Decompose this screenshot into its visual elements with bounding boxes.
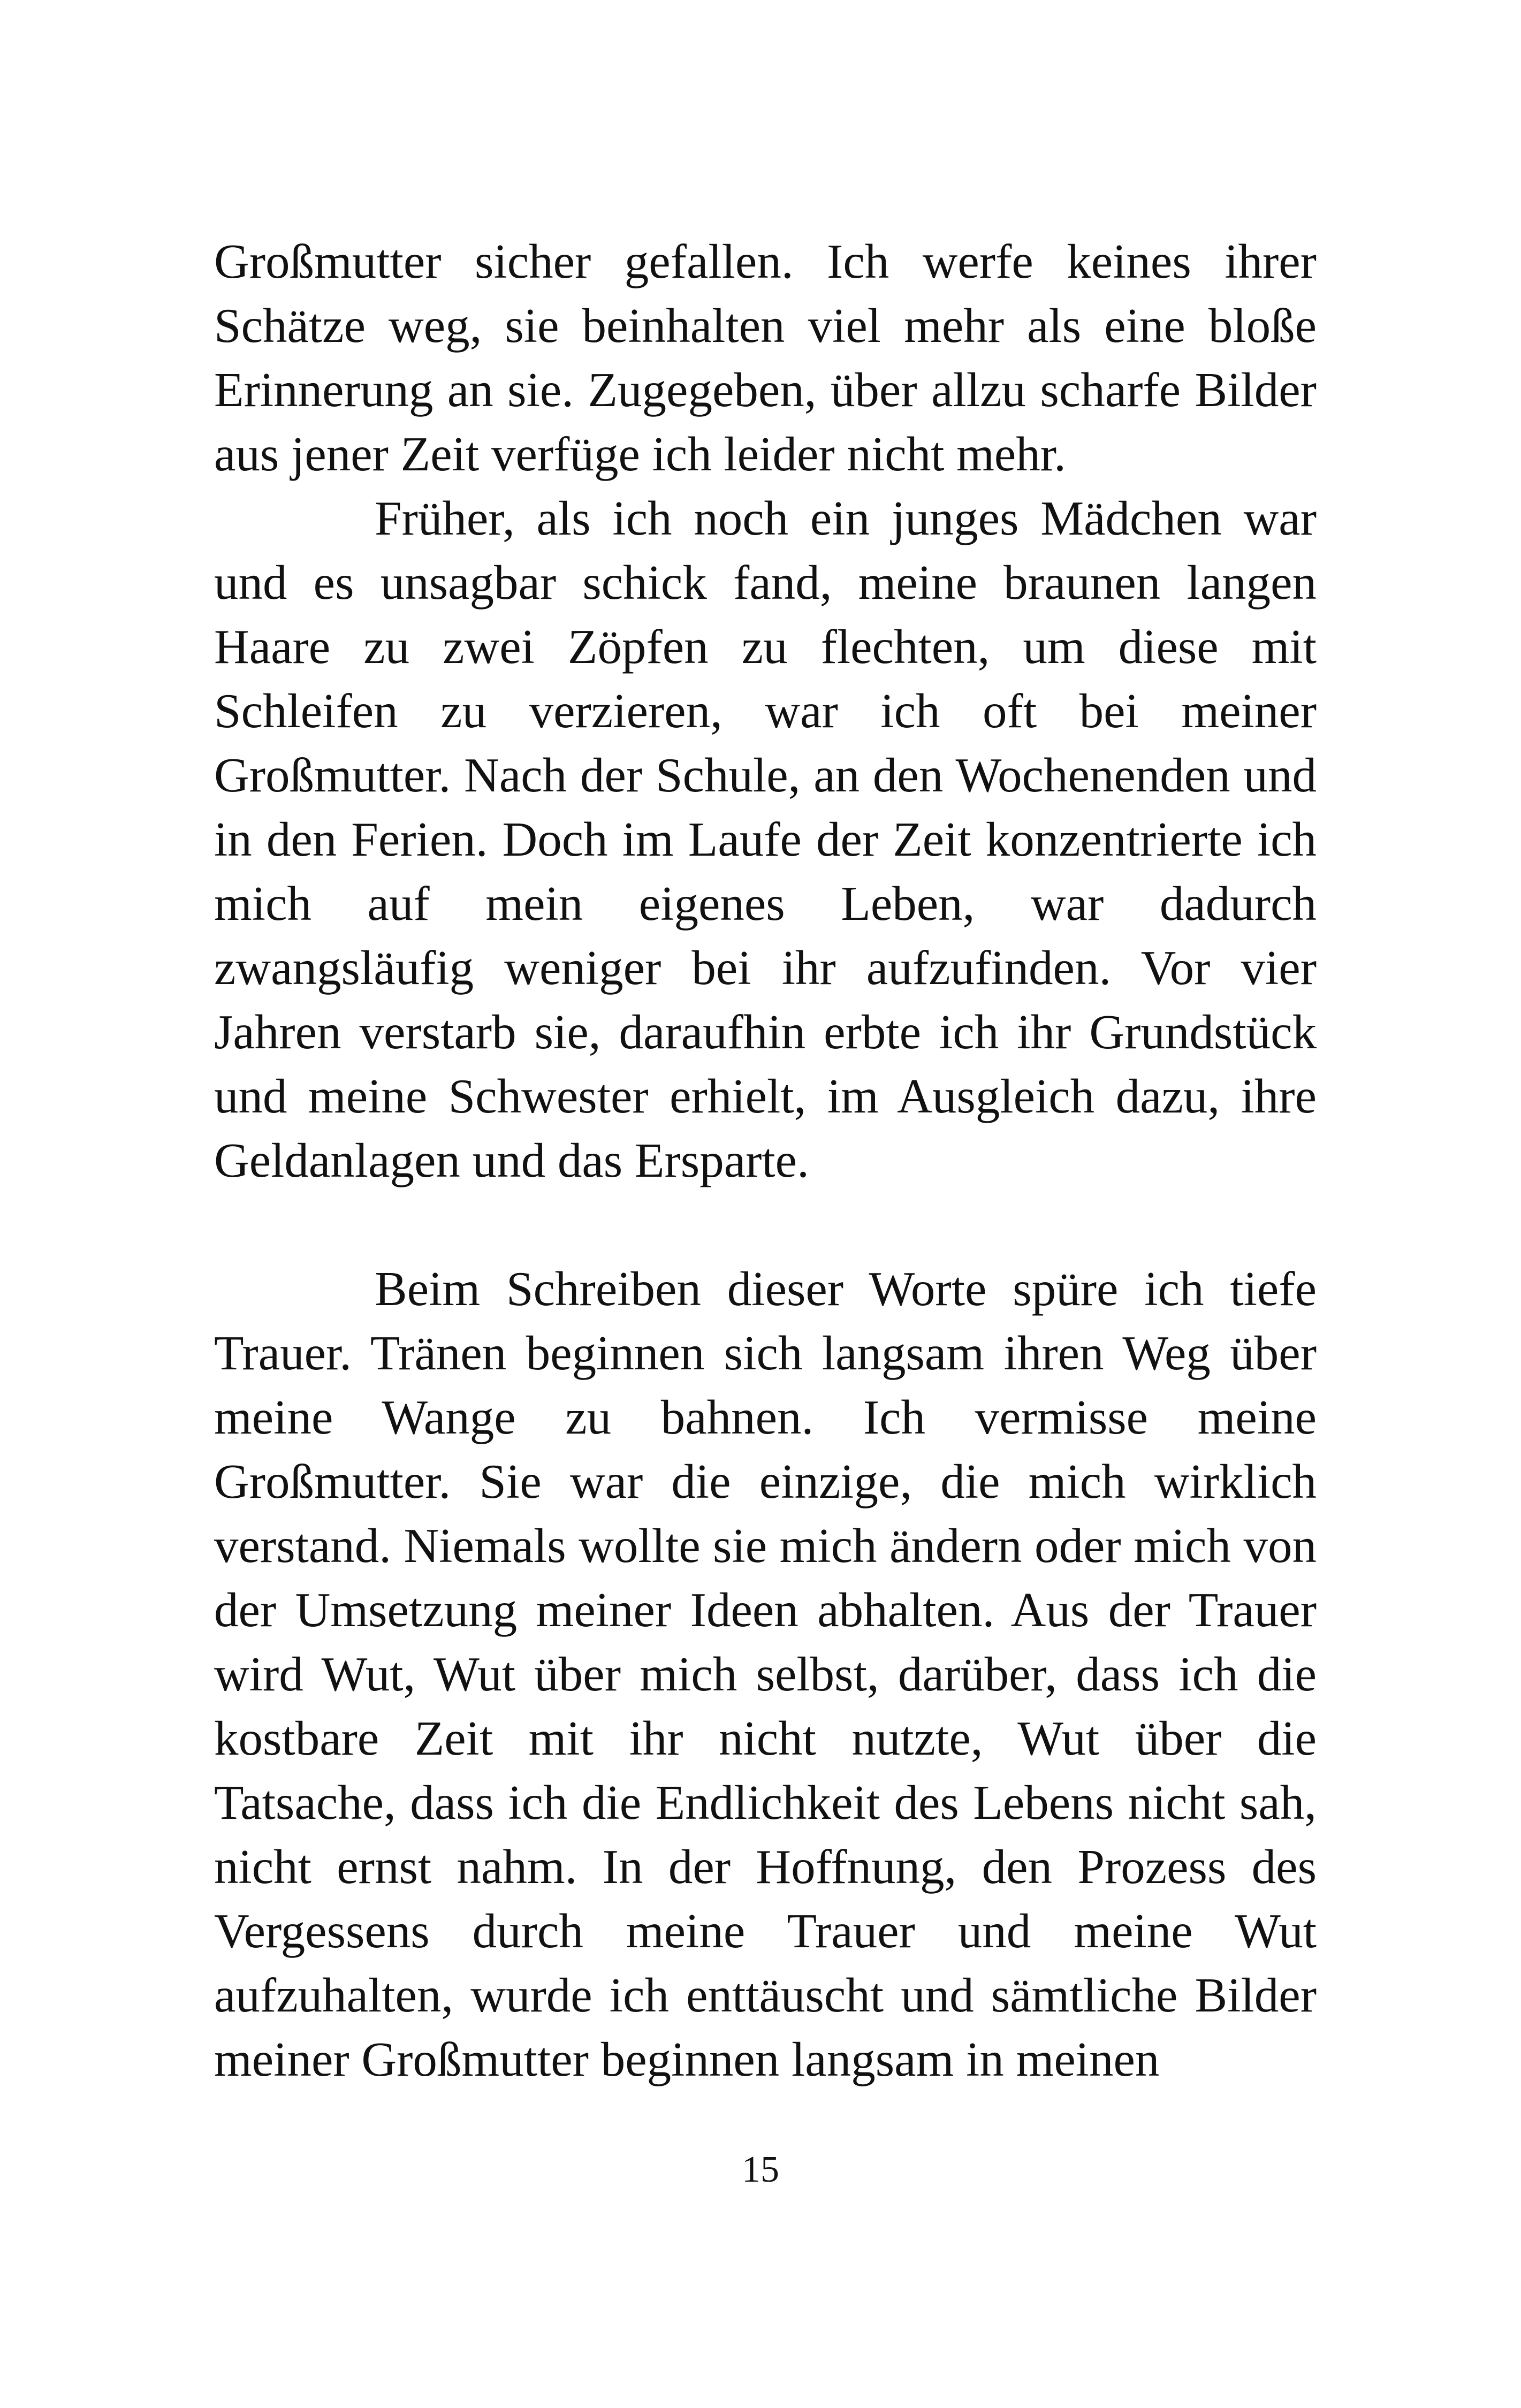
paragraph-2: Früher, als ich noch ein junges Mädchen war und es unsagbar schick fand, meine braunen langen Haare zu zwei Zöpfen zu flechten, um diese mit Schleifen zu verzieren, war ich oft bei meiner Großmutter. Nach der Schule, an den Wochenenden und in den Ferien. Doch im Laufe der Zeit konzentrierte ich mich auf mein eigenes Leben, war dadurch zwangsläufig weniger bei ihr aufzufinden. Vor vier Jahren verstarb sie, daraufhin erbte ich ihr Grundstück und meine Schwester erhielt, im Ausgleich dazu, ihre Geldanlagen und das Ersparte. [214,491,1317,1187]
text-block-top [214,230,1317,1193]
page-number: 15 [742,2149,779,2190]
paragraph-3: Beim Schreiben dieser Worte spüre ich tiefe Trauer. Tränen beginnen sich langsam ihren Weg über meine Wange zu bahnen. Ich vermisse meine Großmutter. Sie war die einzige, die mich wirklich verstand. Niemals wollte sie mich ändern oder mich von der Umsetzung meiner Ideen abhalten. Aus der Trauer wird Wut, Wut über mich selbst, darüber, dass ich die kostbare Zeit mit ihr nicht nutzte, Wut über die Tatsache, dass ich die Endlichkeit des Lebens nicht sah, nicht ernst nahm. In der Hoffnung, den Prozess des Vergessens durch meine Trauer und meine Wut aufzuhalten, wurde ich enttäuscht und sämtliche Bilder meiner Großmutter beginnen langsam in meinen [214,1262,1317,2086]
text-block-bottom [214,1257,1317,2092]
paragraph-1: Großmutter sicher gefallen. Ich werfe keines ihrer Schätze weg, sie beinhalten viel mehr als eine bloße Erinnerung an sie. Zugegeben, über allzu scharfe Bilder aus jener Zeit verfüge ich leider nicht mehr. [214,234,1317,481]
